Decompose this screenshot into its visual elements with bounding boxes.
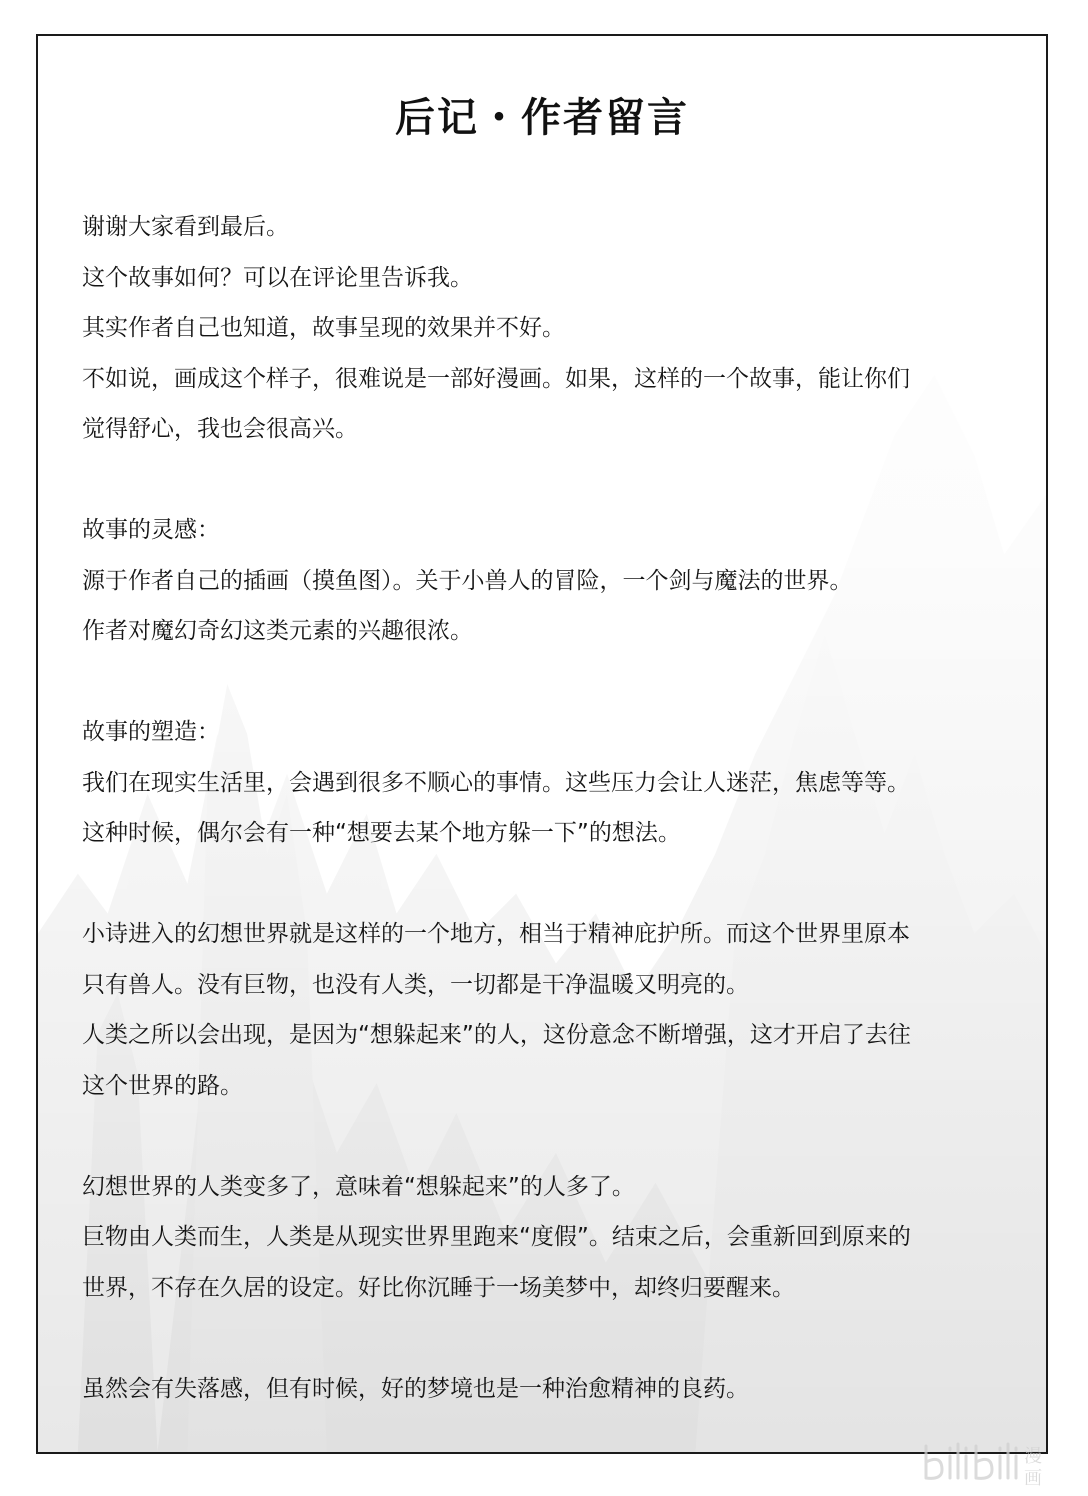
paragraph-gap bbox=[82, 455, 1022, 506]
text-line: 觉得舒心，我也会很高兴。 bbox=[82, 416, 358, 442]
bilibili-manga-watermark-logo bbox=[920, 1432, 1070, 1488]
watermark-text-bottom: 画 bbox=[1024, 1468, 1042, 1488]
text-line: 巨物由人类而生，人类是从现实世界里跑来“度假”。结束之后，会重新回到原来的 bbox=[82, 1224, 911, 1250]
section-heading-inspiration: 故事的灵感： bbox=[82, 517, 220, 543]
afterword-body bbox=[82, 202, 1022, 1414]
text-line: 人类之所以会出现，是因为“想躲起来”的人，这份意念不断增强，这才开启了去往 bbox=[82, 1022, 911, 1048]
text-line: 幻想世界的人类变多了，意味着“想躲起来”的人多了。 bbox=[82, 1173, 635, 1200]
text-line: 谢谢大家看到最后。 bbox=[82, 214, 289, 240]
text-line: 源于作者自己的插画（摸鱼图）。关于小兽人的冒险，一个剑与魔法的世界。 bbox=[82, 567, 853, 594]
page-frame bbox=[36, 34, 1048, 1454]
text-line: 世界，不存在久居的设定。好比你沉睡于一场美梦中，却终归要醒来。 bbox=[82, 1274, 795, 1301]
text-line: 作者对魔幻奇幻这类元素的兴趣很浓。 bbox=[82, 618, 473, 644]
text-line: 这种时候，偶尔会有一种“想要去某个地方躲一下”的想法。 bbox=[82, 820, 681, 846]
text-line: 小诗进入的幻想世界就是这样的一个地方，相当于精神庇护所。而这个世界里原本 bbox=[82, 921, 910, 947]
text-line: 这个世界的路。 bbox=[82, 1072, 243, 1099]
paragraph-gap bbox=[82, 1111, 1022, 1162]
text-line: 虽然会有失落感，但有时候，好的梦境也是一种治愈精神的良药。 bbox=[82, 1375, 749, 1402]
text-line: 只有兽人。没有巨物，也没有人类，一切都是干净温暖又明亮的。 bbox=[82, 971, 749, 998]
paragraph-gap bbox=[82, 657, 1022, 708]
text-line: 这个故事如何？可以在评论里告诉我。 bbox=[82, 264, 473, 291]
text-line: 不如说，画成这个样子，很难说是一部好漫画。如果，这样的一个故事，能让你们 bbox=[82, 365, 910, 392]
paragraph-gap bbox=[82, 1313, 1022, 1364]
text-line: 其实作者自己也知道，故事呈现的效果并不好。 bbox=[82, 315, 565, 341]
paragraph-gap bbox=[82, 859, 1022, 910]
section-heading-shaping: 故事的塑造： bbox=[82, 719, 220, 745]
watermark-text-top: 漫 bbox=[1024, 1446, 1042, 1467]
page-title: 后记・作者留言 bbox=[395, 95, 689, 141]
text-line: 我们在现实生活里，会遇到很多不顺心的事情。这些压力会让人迷茫，焦虑等等。 bbox=[82, 769, 910, 796]
